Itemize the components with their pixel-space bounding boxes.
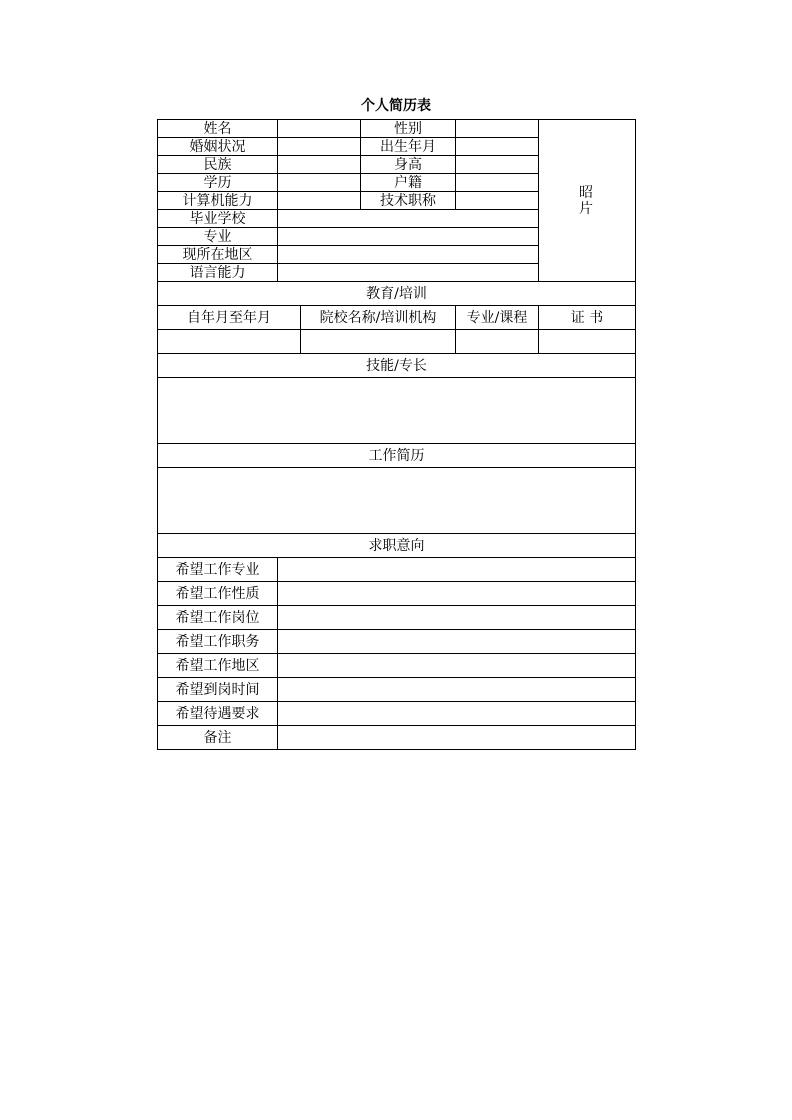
height-label: 身高	[361, 156, 456, 174]
row-intention	[158, 558, 636, 582]
skills-section-header: 技能/专长	[158, 354, 636, 378]
row-remarks	[158, 726, 636, 750]
certificate-field[interactable]	[539, 330, 636, 354]
work-section-header: 工作简历	[158, 444, 636, 468]
row-name	[158, 120, 636, 138]
intention-label: 希望工作地区	[158, 654, 278, 678]
row-skills-header	[158, 354, 636, 378]
row-intention	[158, 678, 636, 702]
row-education-header	[158, 282, 636, 306]
intention-field[interactable]	[278, 678, 636, 702]
region-label: 现所在地区	[158, 246, 278, 264]
gender-field[interactable]	[456, 120, 539, 138]
education-field[interactable]	[278, 174, 361, 192]
row-intention	[158, 702, 636, 726]
marital-field[interactable]	[278, 138, 361, 156]
remarks-field[interactable]	[278, 726, 636, 750]
language-field[interactable]	[278, 264, 539, 282]
photo-label-1: 昭	[579, 184, 595, 201]
intention-label: 希望到岗时间	[158, 678, 278, 702]
col-period: 自年月至年月	[158, 306, 301, 330]
intention-label: 希望工作性质	[158, 582, 278, 606]
work-field[interactable]	[158, 468, 636, 534]
row-intention	[158, 654, 636, 678]
row-education-columns	[158, 306, 636, 330]
intention-section-header: 求职意向	[158, 534, 636, 558]
col-course: 专业/课程	[456, 306, 539, 330]
row-intention	[158, 630, 636, 654]
birth-field[interactable]	[456, 138, 539, 156]
name-field[interactable]	[278, 120, 361, 138]
institution-field[interactable]	[301, 330, 456, 354]
intention-label: 希望待遇要求	[158, 702, 278, 726]
page-title: 个人简历表	[361, 98, 431, 114]
resume-table	[157, 119, 636, 750]
remarks-label: 备注	[158, 726, 278, 750]
period-field[interactable]	[158, 330, 301, 354]
tech-title-field[interactable]	[456, 192, 539, 210]
gender-label: 性别	[361, 120, 456, 138]
intention-label: 希望工作岗位	[158, 606, 278, 630]
intention-label: 希望工作职务	[158, 630, 278, 654]
marital-label: 婚姻状况	[158, 138, 278, 156]
row-skills-body	[158, 378, 636, 444]
school-field[interactable]	[278, 210, 539, 228]
intention-field[interactable]	[278, 558, 636, 582]
region-field[interactable]	[278, 246, 539, 264]
row-work-body	[158, 468, 636, 534]
school-label: 毕业学校	[158, 210, 278, 228]
photo-box[interactable]	[539, 120, 636, 282]
skills-field[interactable]	[158, 378, 636, 444]
intention-field[interactable]	[278, 582, 636, 606]
intention-field[interactable]	[278, 702, 636, 726]
intention-field[interactable]	[278, 606, 636, 630]
computer-label: 计算机能力	[158, 192, 278, 210]
row-intention-header	[158, 534, 636, 558]
hukou-label: 户籍	[361, 174, 456, 192]
name-label: 姓名	[158, 120, 278, 138]
computer-field[interactable]	[278, 192, 361, 210]
hukou-field[interactable]	[456, 174, 539, 192]
ethnicity-label: 民族	[158, 156, 278, 174]
course-field[interactable]	[456, 330, 539, 354]
intention-field[interactable]	[278, 630, 636, 654]
birth-label: 出生年月	[361, 138, 456, 156]
col-institution: 院校名称/培训机构	[301, 306, 456, 330]
major-label: 专业	[158, 228, 278, 246]
tech-title-label: 技术职称	[361, 192, 456, 210]
row-education-entry	[158, 330, 636, 354]
row-intention	[158, 582, 636, 606]
intention-field[interactable]	[278, 654, 636, 678]
education-label: 学历	[158, 174, 278, 192]
ethnicity-field[interactable]	[278, 156, 361, 174]
major-field[interactable]	[278, 228, 539, 246]
row-work-header	[158, 444, 636, 468]
education-section-header: 教育/培训	[158, 282, 636, 306]
photo-label-2: 片	[579, 200, 595, 217]
intention-label: 希望工作专业	[158, 558, 278, 582]
col-certificate: 证 书	[539, 306, 636, 330]
height-field[interactable]	[456, 156, 539, 174]
row-intention	[158, 606, 636, 630]
language-label: 语言能力	[158, 264, 278, 282]
